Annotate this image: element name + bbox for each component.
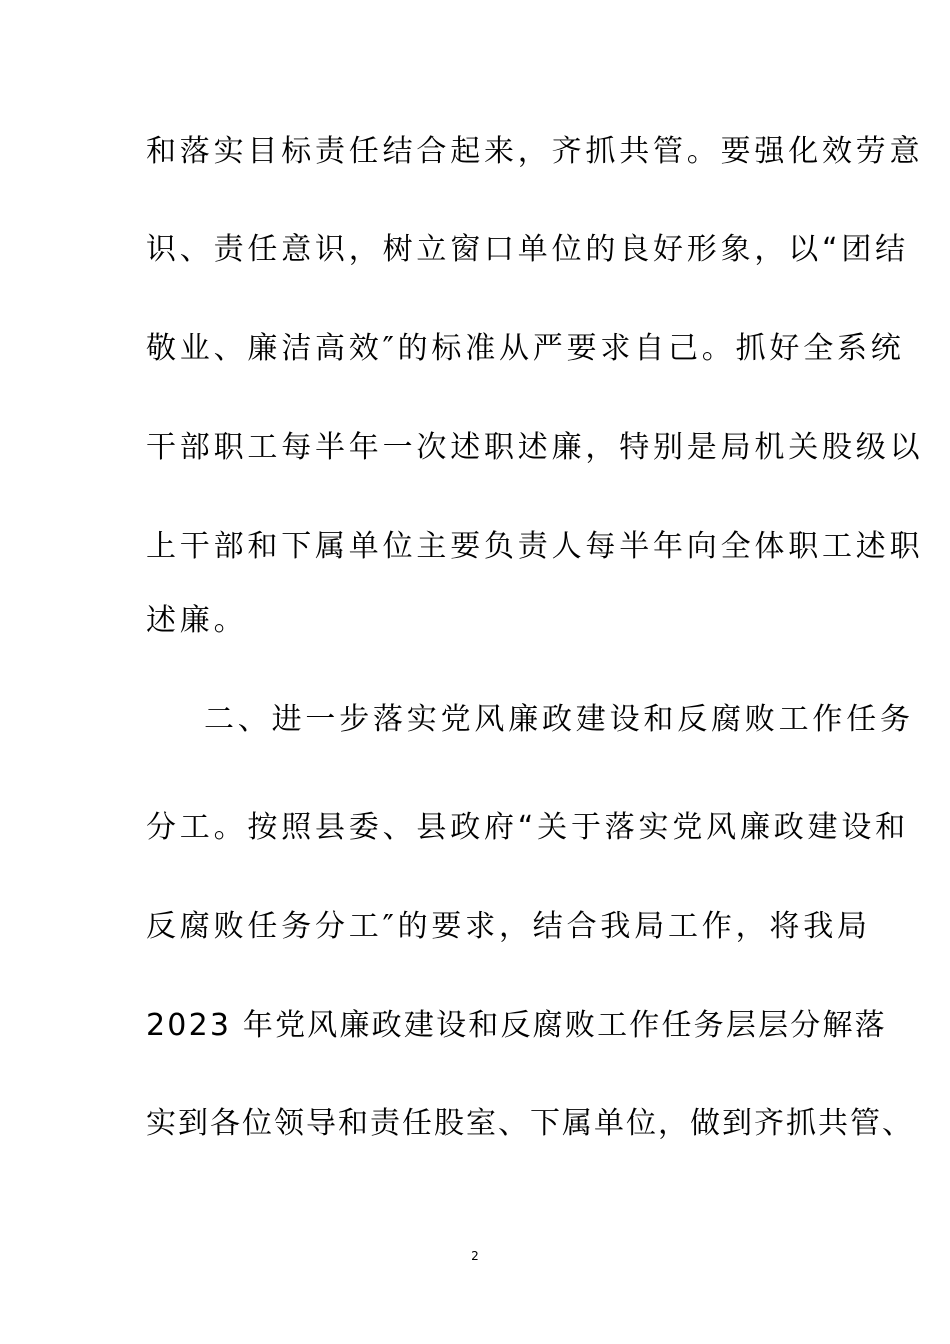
text-line-4: 干部职工每半年一次述职述廉，特别是局机关股级以 — [146, 430, 924, 465]
text-line-9: 反腐败任务分工″的要求，结合我局工作，将我局 — [146, 909, 871, 944]
text-line-10: 2023 年党风廉政建设和反腐败工作任务层层分解落 — [146, 1008, 887, 1043]
text-line-5: 上干部和下属单位主要负责人每半年向全体职工述职 — [146, 529, 924, 564]
text-line-2: 识、责任意识，树立窗口单位的良好形象，以“团结 — [146, 232, 909, 267]
text-line-1: 和落实目标责任结合起来，齐抓共管。要强化效劳意 — [146, 134, 924, 169]
text-line-3: 敬业、廉洁高效″的标准从严要求自己。抓好全系统 — [146, 331, 905, 366]
paragraph-heading-line: 二、进一步落实党风廉政建设和反腐败工作任务 — [204, 702, 914, 737]
text-line-11: 实到各位领导和责任股室、下属单位，做到齐抓共管、 — [146, 1106, 914, 1141]
text-line-6: 述廉。 — [146, 603, 248, 638]
page-number: 2 — [471, 1249, 479, 1263]
text-line-8: 分工。按照县委、县政府“关于落实党风廉政建设和 — [146, 810, 909, 845]
